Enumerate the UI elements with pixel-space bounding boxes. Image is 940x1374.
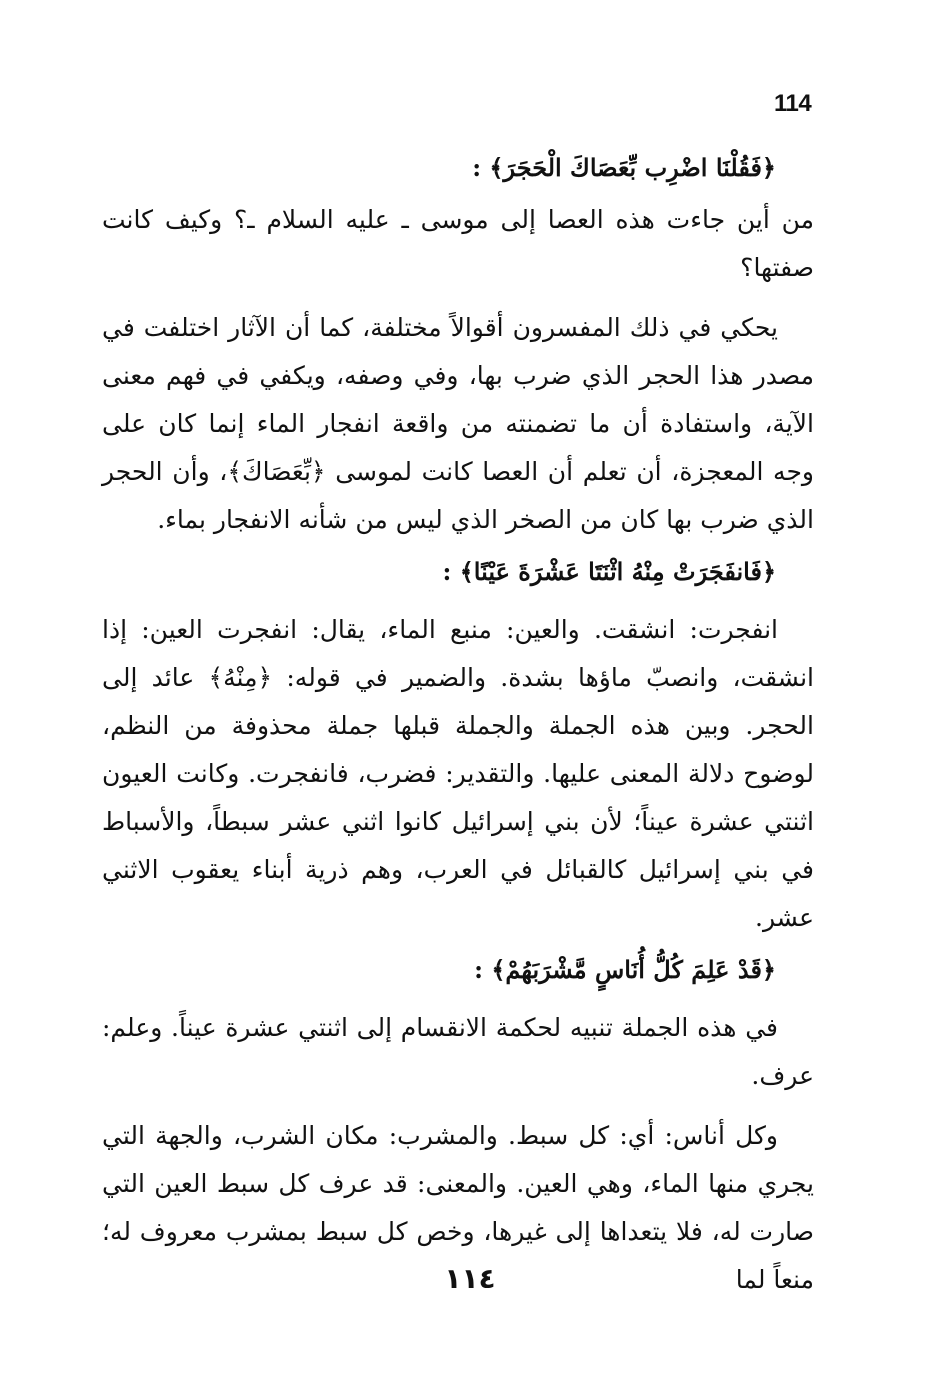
verse-heading-1: ﴿فَقُلْنَا اضْرِب بِّعَصَاكَ الْحَجَرَ﴾ : (472, 153, 776, 182)
paragraph-2: يحكي في ذلك المفسرون أقوالاً مختلفة، كما أن الآثار اختلفت في مصدر هذا الحجر الذي ضرب بها، وفي وصفه، ويكفي في فهم معنى الآية، واستفادة أن ما تضمنته من واقعة انفجار الماء إنما كان على وجه المعجزة، أن تعلم أن العصا كانت لموسى ﴿بِّعَصَاكَ﴾، وأن الحجر الذي ضرب بها كان من الصخر الذي ليس من شأنه الانفجار بماء. (102, 313, 815, 534)
page-content (102, 140, 814, 1304)
verse-heading-3: ﴿قَدْ عَلِمَ كُلُّ أُنَاسٍ مَّشْرَبَهُمْ﴾ : (474, 955, 776, 984)
verse-heading-2: ﴿فَانفَجَرَتْ مِنْهُ اثْنَتَا عَشْرَةَ عَيْنًا﴾ : (442, 557, 776, 586)
page-number-top: 114 (774, 90, 812, 117)
paragraph-1: من أين جاءت هذه العصا إلى موسى ـ عليه السلام ـ؟ وكيف كانت صفتها؟ (102, 205, 814, 282)
page-number-bottom: ١١٤ (444, 1262, 496, 1295)
paragraph-5: وكل أناس: أي: كل سبط. والمشرب: مكان الشرب، والجهة التي يجري منها الماء، وهي العين. والمعنى: قد عرف كل سبط العين التي صارت له، فلا يتعداها إلى غيرها، وخص كل سبط بمشرب معروف له؛ منعاً لما (102, 1121, 814, 1294)
paragraph-3: انفجرت: انشقت. والعين: منبع الماء، يقال: انفجرت العين: إذا انشقت، وانصبّ ماؤها بشدة. والضمير في قوله: ﴿مِنْهُ﴾ عائد إلى الحجر. وبين هذه الجملة والجملة قبلها جملة محذوفة من النظم، لوضوح دلالة المعنى عليها. والتقدير: فضرب، فانفجرت. وكانت العيون اثنتي عشرة عيناً؛ لأن بني إسرائيل كانوا اثني عشر سبطاً، والأسباط في بني إسرائيل كالقبائل في العرب، وهم ذرية أبناء يعقوب الاثني عشر. (102, 615, 814, 932)
paragraph-4: في هذه الجملة تنبيه لحكمة الانقسام إلى اثنتي عشرة عيناً. وعلم: عرف. (102, 1013, 814, 1090)
